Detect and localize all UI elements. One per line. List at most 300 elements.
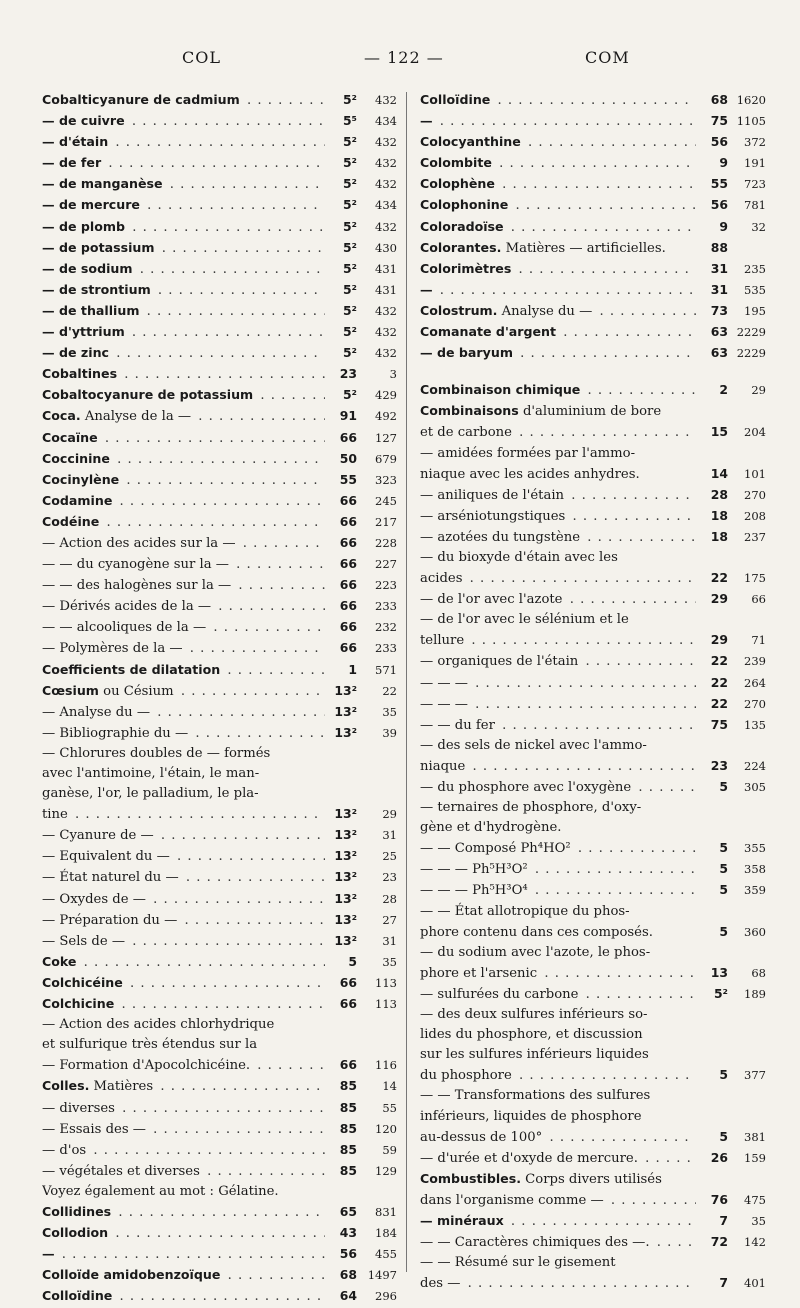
entry-volume: 13²	[334, 869, 357, 885]
entry-volume: 5	[719, 861, 728, 877]
entry-label: — Equivalent du —	[42, 849, 170, 865]
entry-label: avec l'antimoine, l'étain, le man-	[42, 766, 260, 781]
entry-volume: 5	[348, 953, 357, 969]
index-entry	[42, 994, 397, 1015]
index-entry	[42, 846, 397, 867]
entry-label: — de thallium	[42, 302, 140, 318]
index-entry	[42, 132, 397, 153]
entry-label: — sulfurées du carbone	[420, 986, 579, 1002]
page-header	[0, 48, 800, 78]
index-entry	[420, 798, 766, 818]
index-entry	[420, 1127, 766, 1148]
entry-page: 31	[382, 828, 397, 843]
entry-label: Cobaltocyanure de potassium	[42, 387, 254, 403]
entry-page: 305	[744, 780, 766, 794]
entry-volume: 5²	[342, 345, 357, 361]
index-entry	[420, 568, 766, 589]
entry-label: — — alcooliques de la —	[42, 620, 207, 636]
index-entry	[42, 638, 397, 659]
index-entry	[42, 660, 397, 681]
index-entry	[420, 195, 766, 216]
index-entry	[420, 736, 766, 756]
entry-page: 475	[744, 1192, 766, 1207]
entry-volume: 50	[339, 450, 357, 466]
index-entry	[420, 174, 766, 195]
entry-label: — d'étain	[42, 134, 109, 150]
entry-volume: 5	[719, 840, 728, 856]
entry-volume: 88	[710, 239, 728, 255]
entry-label: — organiques de l'étain	[420, 654, 579, 670]
entry-volume: 5²	[342, 134, 357, 150]
entry-volume: 5	[719, 779, 728, 794]
entry-label: Combinaisons d'aluminium de bore	[420, 403, 662, 420]
entry-page: 270	[744, 696, 766, 711]
entry-headword: Colostrum.	[420, 302, 498, 318]
index-entry	[42, 681, 397, 702]
index-entry	[420, 922, 766, 943]
entry-page: 323	[375, 472, 397, 487]
entry-volume: 68	[710, 92, 728, 107]
entry-label: — — Caractères chimiques des —.	[420, 1235, 650, 1251]
index-entry	[420, 1025, 766, 1045]
column-divider	[406, 92, 407, 1272]
entry-label: — du sodium avec l'azote, le phos-	[420, 944, 651, 960]
left-column	[42, 90, 397, 1307]
index-entry	[420, 1232, 766, 1253]
entry-volume: 23	[710, 757, 728, 773]
entry-label: et sulfurique très étendus sur la	[42, 1037, 258, 1053]
entry-label: — Sels de —	[42, 933, 126, 949]
entry-volume: 7	[719, 1212, 728, 1228]
index-entry	[420, 1273, 766, 1294]
index-entry	[42, 322, 397, 343]
entry-volume: 66	[339, 577, 357, 593]
entry-page: 116	[375, 1058, 397, 1073]
entry-label: niaque	[420, 758, 466, 774]
index-entry	[42, 406, 397, 427]
entry-label: Codamine	[42, 492, 113, 508]
index-entry	[420, 485, 766, 506]
index-entry	[420, 322, 766, 343]
entry-volume: 5	[719, 923, 728, 939]
entry-label: — Analyse du —	[42, 704, 151, 720]
index-entry	[420, 1065, 766, 1086]
entry-label: — Dérivés acides de la —	[42, 599, 212, 615]
index-entry	[42, 1161, 397, 1182]
entry-label: gène et d'hydrogène.	[420, 820, 562, 836]
entry-page: 432	[375, 93, 397, 107]
entry-headword: Colorantes.	[420, 239, 502, 255]
entry-page: 27	[382, 912, 397, 927]
index-entry	[42, 1244, 397, 1265]
entry-label: — Essais des —	[42, 1121, 146, 1137]
index-entry	[420, 694, 766, 715]
index-entry	[420, 1107, 766, 1127]
entry-label: — de cuivre	[42, 113, 125, 129]
index-entry	[420, 1211, 766, 1232]
entry-label: — — — Ph⁵H³O²	[420, 862, 528, 878]
entry-volume: 15	[710, 424, 728, 440]
index-entry	[420, 238, 766, 259]
entry-volume: 22	[710, 570, 728, 586]
entry-label: — — —	[420, 696, 468, 712]
entry-volume: 18	[710, 528, 728, 544]
entry-page: 360	[744, 924, 766, 939]
index-entry	[42, 174, 397, 195]
index-entry	[42, 1265, 397, 1286]
index-entry	[420, 422, 766, 443]
index-entry	[420, 1005, 766, 1025]
entry-volume: 5²	[342, 155, 357, 171]
index-entry	[420, 589, 766, 610]
index-entry	[42, 889, 397, 910]
index-entry	[42, 723, 397, 744]
entry-page: 571	[375, 662, 397, 677]
entry-volume: 66	[339, 598, 357, 614]
index-entry	[42, 1119, 397, 1140]
entry-volume: 75	[710, 113, 728, 129]
entry-label: — Chlorures doubles de — formés	[42, 745, 271, 761]
entry-volume: 56	[339, 1246, 357, 1262]
entry-volume: 31	[710, 260, 728, 276]
entry-volume: 13²	[334, 827, 357, 843]
entry-label: — — Résumé sur le gisement	[420, 1255, 616, 1271]
index-entry	[42, 1098, 397, 1119]
index-entry	[42, 343, 397, 364]
entry-page: 432	[375, 219, 397, 234]
entry-label: — végétales et diverses	[42, 1163, 200, 1179]
entry-page: 55	[382, 1100, 397, 1115]
entry-label: dans l'organisme comme —	[420, 1192, 604, 1208]
index-entry	[42, 90, 397, 111]
entry-volume: 1	[348, 661, 357, 677]
index-entry	[42, 931, 397, 952]
entry-page: 432	[375, 346, 397, 361]
entry-volume: 66	[339, 640, 357, 656]
entry-page: 358	[744, 862, 766, 877]
index-entry	[42, 1182, 397, 1202]
entry-label: Collidines	[42, 1203, 112, 1219]
entry-label: Combinaison chimique	[420, 382, 581, 398]
entry-volume: 13	[710, 964, 728, 980]
entry-label: du phosphore	[420, 1068, 512, 1084]
entry-headword: Colles.	[42, 1078, 90, 1094]
index-entry	[42, 575, 397, 596]
entry-label: — — — Ph⁵H³O⁴	[420, 883, 528, 899]
entry-page: 235	[744, 261, 766, 276]
entry-page: 233	[375, 599, 397, 614]
index-entry	[420, 527, 766, 548]
index-entry	[420, 880, 766, 901]
entry-volume: 13²	[334, 703, 357, 719]
entry-page: 239	[744, 654, 766, 669]
index-entry	[420, 943, 766, 963]
entry-label: — des sels de nickel avec l'ammo-	[420, 737, 647, 753]
index-entry	[42, 111, 397, 132]
entry-volume: 85	[339, 1141, 357, 1157]
index-entry	[42, 867, 397, 888]
index-entry	[420, 153, 766, 174]
entry-page: 204	[744, 425, 766, 440]
entry-label: — Formation d'Apocolchicéine.	[42, 1058, 251, 1074]
entry-page: 432	[375, 303, 397, 318]
entry-label: — de l'or avec le sélénium et le	[420, 612, 629, 628]
entry-label: sur les sulfures inférieurs liquides	[420, 1047, 649, 1063]
entry-volume: 55	[710, 176, 728, 192]
index-entry	[42, 1076, 397, 1097]
entry-label: — de plomb	[42, 218, 126, 234]
index-entry	[42, 533, 397, 554]
index-entry	[42, 825, 397, 846]
entry-volume: 13²	[334, 848, 357, 864]
entry-label: — Préparation du —	[42, 912, 178, 928]
index-entry	[420, 673, 766, 694]
entry-label: — de manganèse	[42, 176, 163, 192]
index-entry	[42, 1223, 397, 1244]
entry-label: Colophène	[420, 176, 495, 192]
entry-page: 432	[375, 177, 397, 192]
index-entry	[42, 301, 397, 322]
entry-volume: 5²	[342, 260, 357, 276]
entry-label: — de sodium	[42, 260, 133, 276]
entry-volume: 66	[339, 1057, 357, 1073]
index-entry	[42, 702, 397, 723]
index-entry	[420, 1045, 766, 1065]
entry-page: 68	[751, 965, 766, 980]
index-entry	[42, 470, 397, 491]
entry-page: 228	[375, 535, 397, 550]
entry-headword: Coca.	[42, 408, 81, 424]
index-entry	[42, 238, 397, 259]
index-entry	[42, 1015, 397, 1035]
entry-headword: Combustibles.	[420, 1170, 521, 1186]
entry-volume: 31	[710, 281, 728, 297]
entry-page: 432	[375, 135, 397, 150]
index-entry	[42, 259, 397, 280]
entry-label: Codéine	[42, 513, 100, 529]
entry-page: 113	[375, 997, 397, 1012]
index-entry	[420, 984, 766, 1005]
entry-label: — de potassium	[42, 239, 155, 255]
entry-label: Voyez également au mot : Gélatine.	[42, 1183, 279, 1199]
index-entry	[42, 491, 397, 512]
entry-page: 35	[751, 1213, 766, 1228]
entry-volume: 5²	[342, 92, 357, 107]
section-gap	[420, 364, 766, 380]
entry-volume: 66	[339, 534, 357, 550]
entry-page: 208	[744, 508, 766, 523]
entry-label: — État naturel du —	[42, 870, 179, 886]
entry-label: Coccinine	[42, 450, 110, 466]
page-number: — 122 —	[364, 48, 444, 67]
entry-label: — d'yttrium	[42, 324, 125, 340]
entry-page: 492	[375, 409, 397, 424]
entry-page: 22	[382, 683, 397, 698]
entry-label: tine	[42, 807, 68, 823]
entry-page: 432	[375, 325, 397, 340]
entry-page: 434	[375, 198, 397, 213]
entry-label: — Oxydes de —	[42, 891, 146, 907]
entry-page: 29	[751, 383, 766, 398]
index-entry	[42, 804, 397, 825]
entry-page: 227	[375, 557, 397, 572]
entry-page: 159	[744, 1150, 766, 1165]
index-entry	[420, 651, 766, 672]
entry-page: 23	[382, 870, 397, 885]
entry-page: 1497	[367, 1268, 397, 1283]
entry-label: — Action des acides chlorhydrique	[42, 1017, 275, 1033]
entry-volume: 5	[719, 882, 728, 898]
index-entry	[420, 756, 766, 777]
entry-page: 120	[375, 1121, 397, 1136]
entry-page: 39	[382, 725, 397, 740]
entry-label: Colocyanthine	[420, 134, 521, 150]
index-entry	[420, 902, 766, 922]
entry-volume: 5²	[713, 985, 728, 1001]
entry-page: 781	[744, 198, 766, 213]
entry-label: — — —	[420, 675, 468, 691]
entry-volume: 43	[339, 1225, 357, 1241]
index-entry	[42, 784, 397, 804]
entry-label: Colles. Matières	[42, 1078, 154, 1095]
entry-label: — Bibliographie du —	[42, 725, 189, 741]
entry-label: — — État allotropique du phos-	[420, 903, 630, 919]
entry-volume: 64	[339, 1288, 357, 1304]
index-entry	[42, 385, 397, 406]
index-entry	[420, 401, 766, 422]
index-entry	[420, 464, 766, 485]
entry-page: 14	[382, 1079, 397, 1094]
entry-volume: 13²	[334, 911, 357, 927]
index-entry	[42, 217, 397, 238]
index-entry	[420, 1169, 766, 1190]
index-entry	[420, 506, 766, 527]
entry-page: 377	[744, 1068, 766, 1083]
entry-volume: 66	[339, 974, 357, 990]
entry-volume: 65	[339, 1203, 357, 1219]
entry-label: — — Transformations des sulfures	[420, 1088, 651, 1104]
index-entry	[42, 764, 397, 784]
entry-label: Combustibles. Corps divers utilisés	[420, 1170, 662, 1187]
index-entry	[42, 1286, 397, 1307]
entry-label: — du bioxyde d'étain avec les	[420, 549, 618, 565]
entry-page: 723	[744, 177, 766, 192]
entry-volume: 5⁵	[342, 113, 357, 129]
entry-label: —	[420, 281, 433, 297]
index-entry	[42, 428, 397, 449]
entry-volume: 7	[719, 1275, 728, 1291]
index-entry	[42, 973, 397, 994]
entry-page: 127	[375, 430, 397, 445]
entry-page: 245	[375, 493, 397, 508]
entry-label: phore contenu dans ces composés.	[420, 924, 653, 940]
index-entry	[42, 1202, 397, 1223]
entry-volume: 14	[710, 465, 728, 481]
entry-label: — — des halogènes sur la —	[42, 578, 232, 594]
index-entry	[420, 1086, 766, 1106]
entry-volume: 23	[339, 366, 357, 382]
index-entry	[42, 744, 397, 764]
entry-label: — aniliques de l'étain	[420, 487, 565, 503]
index-entry	[42, 910, 397, 931]
entry-label: Cœsium ou Césium	[42, 682, 174, 699]
index-entry	[42, 195, 397, 216]
header-left-keyword: COL	[182, 48, 221, 67]
entry-volume: 2	[719, 382, 728, 398]
entry-page: 2229	[736, 346, 766, 361]
index-entry	[42, 153, 397, 174]
entry-volume: 56	[710, 134, 728, 150]
index-entry	[420, 630, 766, 651]
entry-label: Coloradoïse	[420, 218, 504, 234]
entry-volume: 76	[710, 1191, 728, 1207]
entry-page: 381	[744, 1129, 766, 1144]
index-entry	[420, 548, 766, 568]
entry-page: 175	[744, 571, 766, 586]
entry-label: — de baryum	[420, 345, 513, 361]
entry-page: 296	[375, 1289, 397, 1304]
entry-label: inférieurs, liquides de phosphore	[420, 1108, 642, 1124]
entry-headword: Cœsium	[42, 682, 99, 698]
entry-volume: 13²	[334, 806, 357, 822]
entry-volume: 66	[339, 996, 357, 1012]
entry-page: 264	[744, 675, 766, 690]
entry-volume: 85	[339, 1162, 357, 1178]
entry-label: Colorimètres	[420, 260, 512, 276]
entry-label: — du phosphore avec l'oxygène	[420, 780, 632, 795]
entry-volume: 18	[710, 507, 728, 523]
entry-page: 372	[744, 135, 766, 150]
entry-label: Colloïdine	[42, 1288, 113, 1304]
entry-volume: 5²	[342, 176, 357, 192]
entry-volume: 9	[719, 155, 728, 171]
entry-label: et de carbone	[420, 425, 512, 441]
entry-volume: 26	[710, 1149, 728, 1165]
entry-label: Colloïdine	[420, 92, 491, 107]
entry-volume: 91	[339, 408, 357, 424]
entry-label: Colchicéine	[42, 974, 123, 990]
entry-label: Colloïde amidobenzoïque	[42, 1267, 221, 1283]
entry-page: 224	[744, 758, 766, 773]
entry-label: Cocaïne	[42, 429, 98, 445]
index-entry	[42, 280, 397, 301]
entry-page: 135	[744, 717, 766, 732]
entry-label: — de strontium	[42, 281, 151, 297]
entry-page: 29	[382, 807, 397, 822]
entry-label: — — du cyanogène sur la —	[42, 557, 229, 573]
entry-volume: 22	[710, 653, 728, 669]
entry-volume: 5²	[342, 218, 357, 234]
entry-label: Colchicine	[42, 996, 115, 1012]
entry-volume: 13²	[334, 932, 357, 948]
index-entry	[420, 90, 766, 111]
index-entry	[420, 777, 766, 798]
entry-volume: 9	[719, 218, 728, 234]
index-entry	[420, 444, 766, 464]
index-entry	[420, 715, 766, 736]
entry-page: 71	[751, 633, 766, 648]
entry-volume: 55	[339, 471, 357, 487]
entry-page: 66	[751, 592, 766, 607]
entry-label: — de fer	[42, 155, 102, 171]
index-entry	[420, 343, 766, 364]
entry-page: 113	[375, 975, 397, 990]
index-entry	[42, 1140, 397, 1161]
index-entry	[42, 364, 397, 385]
entry-page: 195	[744, 303, 766, 318]
entry-label: Cobaltines	[42, 366, 118, 382]
entry-headword: Combinaisons	[420, 403, 519, 419]
